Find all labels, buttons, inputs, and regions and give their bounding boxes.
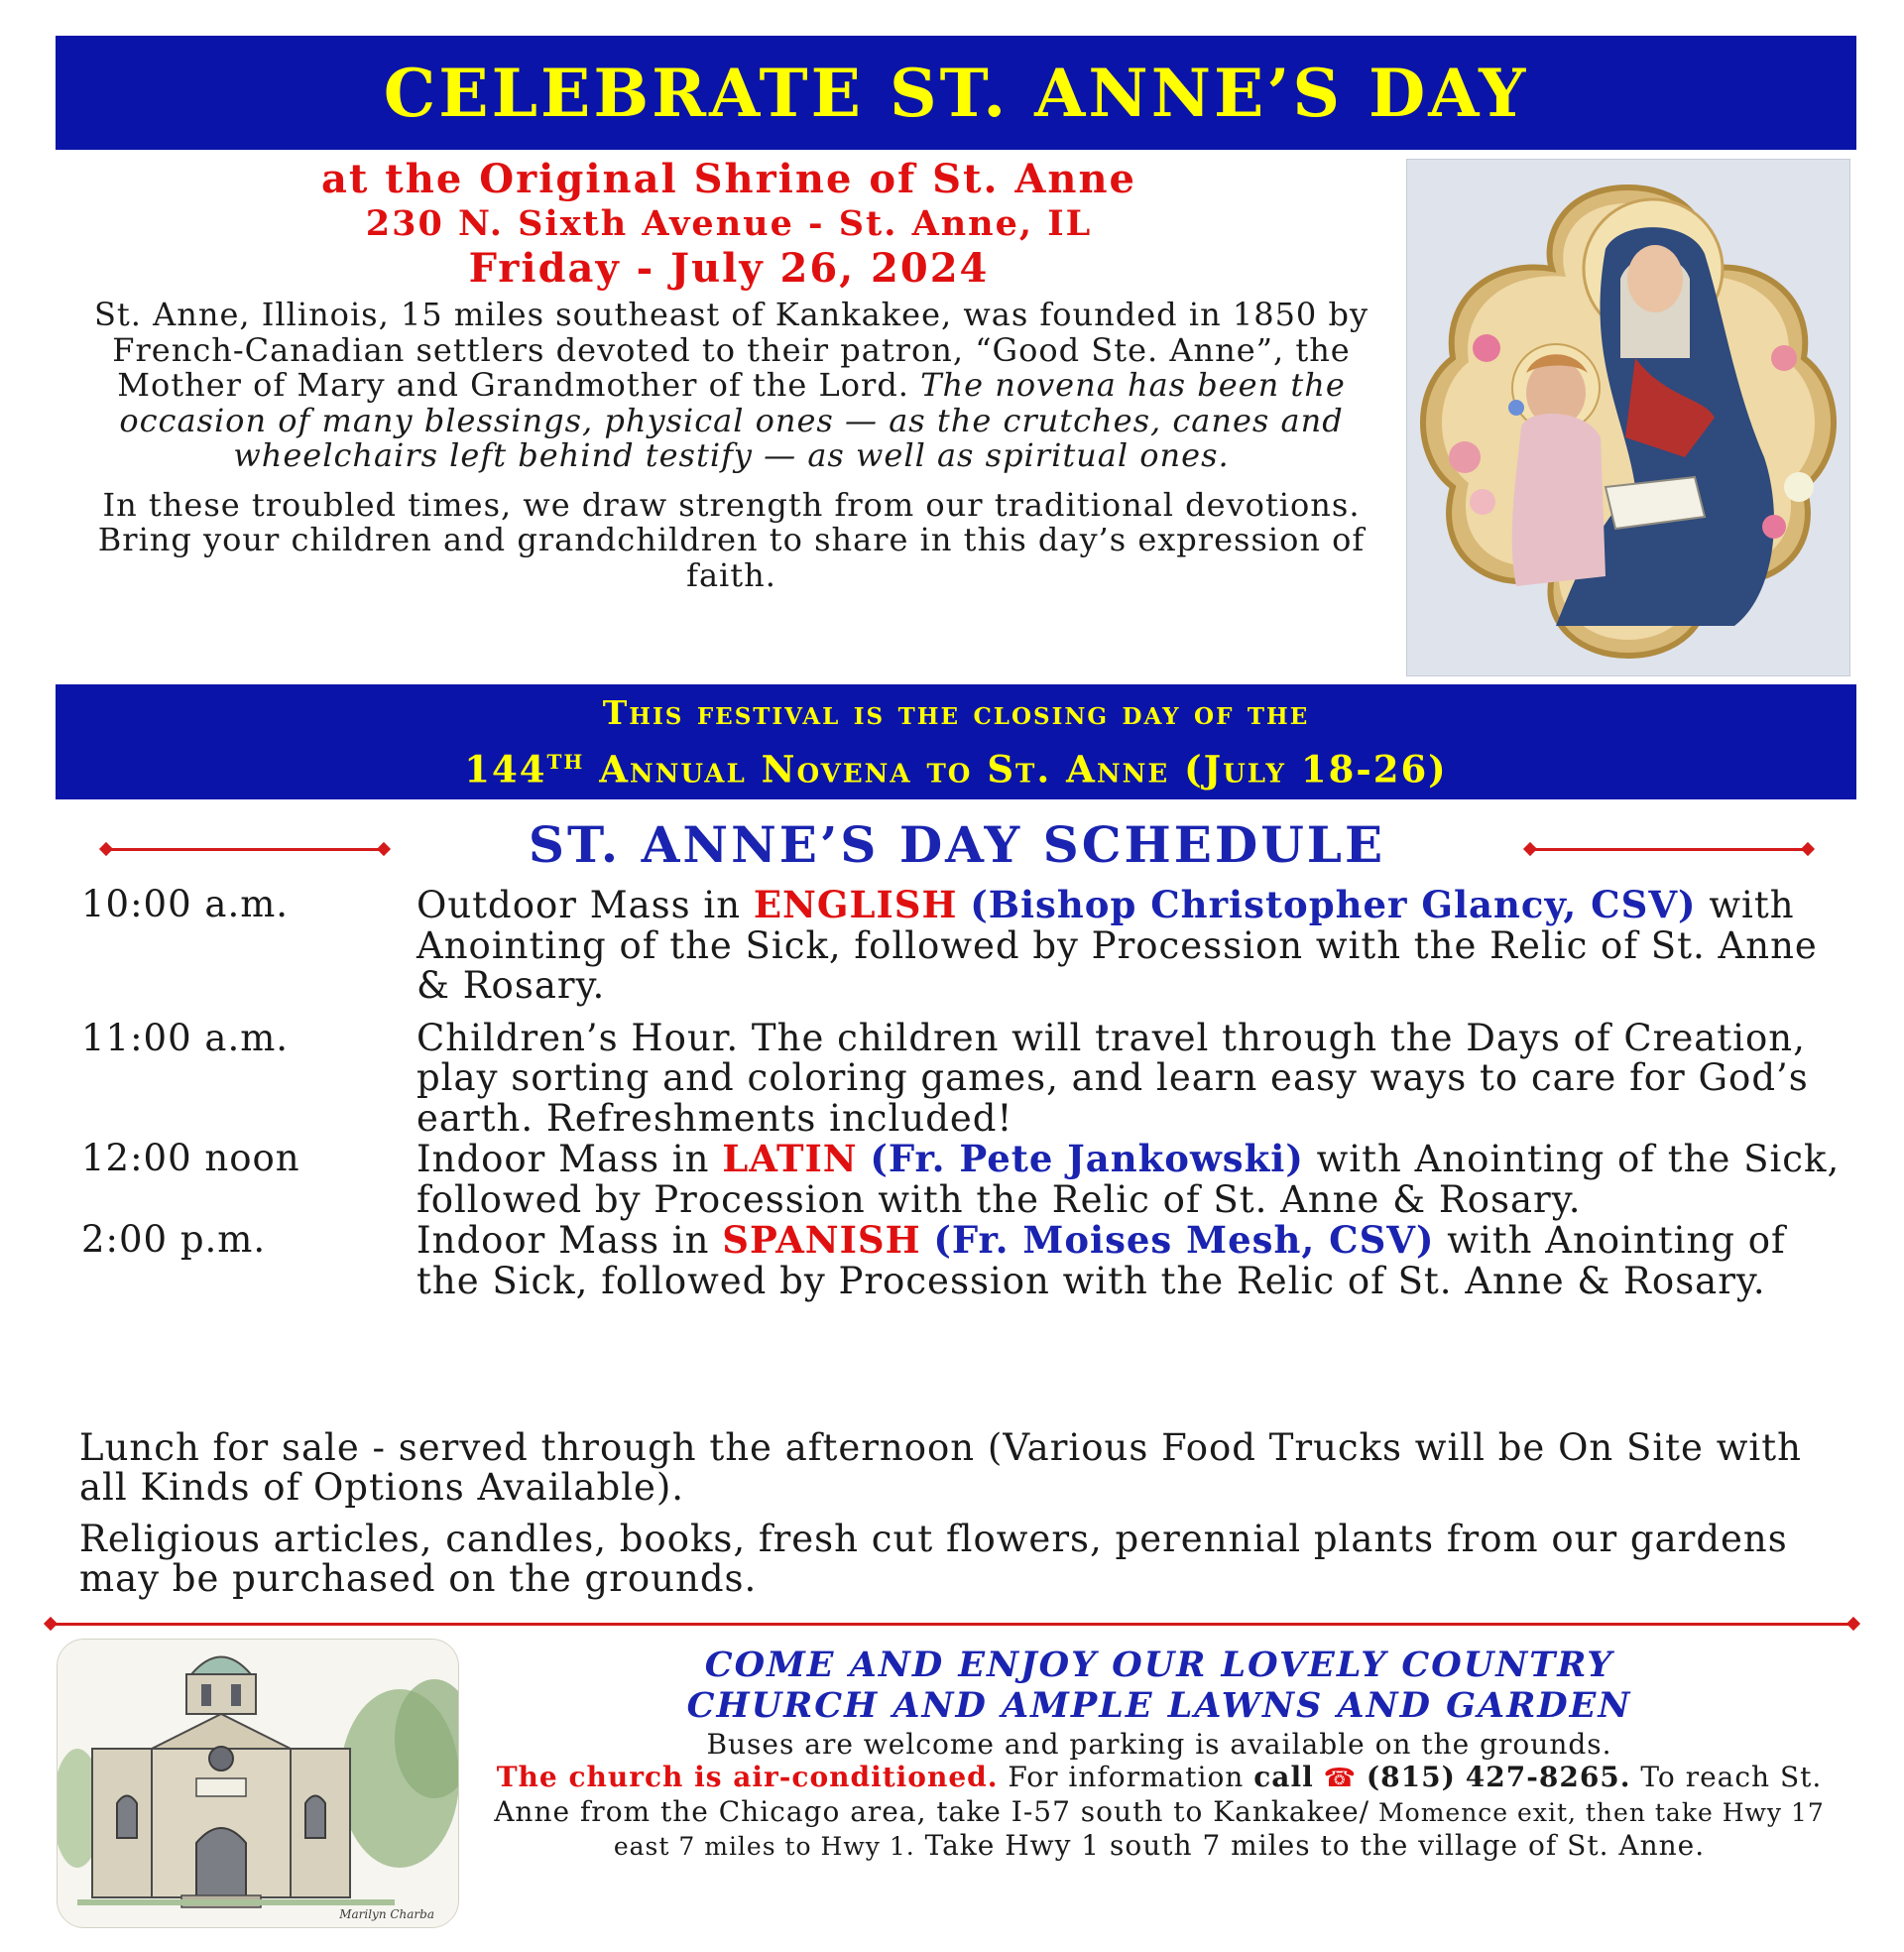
divider-left — [105, 848, 385, 851]
church-illustration — [58, 1640, 458, 1927]
desc-text: with Anointing of the Sick, followed by Procession with the Relic of St. Anne & Rosary. — [416, 1219, 1786, 1302]
directions-text: Take Hwy 1 south 7 miles to the village of St. Anne. — [914, 1829, 1706, 1862]
intro-plain: St. Anne, Illinois, 15 miles southeast of Kankakee, was founded in 1850 by French-Canadian settlers devoted to their patron, “Good Ste. Anne”, the Mother of Mary and Grandmother of the Lord. — [93, 296, 1369, 404]
church-watercolor — [57, 1639, 459, 1928]
intro-italic: The novena has been the occasion of many blessings, physical ones — as the crutches, canes and wheelchairs left behind testify — as well as spiritual ones. — [119, 366, 1346, 474]
schedule-time: 2:00 p.m. — [81, 1218, 267, 1261]
festival-line-1: This festival is the closing day of the — [602, 693, 1310, 733]
schedule-time: 11:00 a.m. — [81, 1016, 290, 1059]
page-title: CELEBRATE ST. ANNE’S DAY — [383, 54, 1529, 132]
event-location: at the Original Shrine of St. Anne — [320, 156, 1137, 202]
desc-text: Indoor Mass in — [416, 1138, 723, 1180]
novena-number: 144 — [464, 747, 547, 792]
intro-paragraph-2: In these troubled times, we draw strength from our traditional devotions. Bring your children and grandchildren to share in this day’s expression of faith. — [97, 485, 1366, 594]
footer-heading-2: CHURCH AND AMPLE LAWNS AND GARDEN — [686, 1685, 1632, 1726]
mass-language: LATIN — [722, 1137, 858, 1180]
title-banner — [56, 36, 1856, 150]
call-label: call — [1253, 1761, 1314, 1793]
celebrant: (Fr. Pete Jankowski) — [870, 1137, 1304, 1180]
directions-text: To reach St. Anne from the Chicago area, take I-57 south to Kankakee/ — [494, 1761, 1823, 1828]
aircon-text: The church is air-conditioned. — [496, 1761, 999, 1793]
event-address: 230 N. Sixth Avenue - St. Anne, IL — [365, 203, 1093, 244]
mass-language: ENGLISH — [753, 883, 958, 926]
footer-body — [480, 1728, 1839, 1863]
footer-heading-1: COME AND ENJOY OUR LOVELY COUNTRY — [704, 1645, 1614, 1685]
lunch-text: Lunch for sale - served through the afternoon (Various Food Trucks will be On Site with all Kinds of Options Available). — [79, 1426, 1802, 1509]
event-info — [69, 157, 1388, 292]
phone-area: (815) — [1366, 1761, 1456, 1793]
mass-language: SPANISH — [722, 1218, 921, 1262]
lunch-info — [79, 1428, 1805, 1599]
divider-bottom — [50, 1623, 1854, 1626]
festival-banner — [56, 684, 1856, 799]
celebrant: (Fr. Moises Mesh, CSV) — [933, 1218, 1435, 1262]
schedule-description: Children’s Hour. The children will travel through the Days of Creation, play sorting and coloring games, and learn easy ways to care for God’s earth. Refreshments included! — [416, 1016, 1809, 1140]
info-text: For information — [998, 1761, 1254, 1793]
desc-text: with Anointing of the Sick, followed by Procession with the Relic of St. Anne & Rosary. — [416, 884, 1818, 1007]
articles-text: Religious articles, candles, books, fresh cut flowers, perennial plants from our gardens may be purchased on the grounds. — [79, 1518, 1788, 1600]
artist-signature: Marilyn Charba — [339, 1907, 434, 1921]
divider-right — [1529, 848, 1809, 851]
desc-text: with Anointing of the Sick, followed by Procession with the Relic of St. Anne & Rosary. — [416, 1138, 1841, 1221]
schedule-item — [81, 885, 1856, 1007]
schedule-description — [416, 1139, 1844, 1220]
schedule-list — [81, 885, 1856, 1301]
schedule-description — [416, 1220, 1844, 1301]
event-date: Friday - July 26, 2024 — [468, 245, 990, 292]
footer-info — [480, 1645, 1839, 1863]
desc-text: Indoor Mass in — [416, 1219, 723, 1262]
intro-text — [74, 298, 1388, 593]
schedule-time: 12:00 noon — [81, 1137, 300, 1179]
novena-title: Annual Novena to St. Anne (July 18-26) — [599, 747, 1448, 792]
schedule-title: ST. ANNE’S DAY SCHEDULE — [528, 815, 1386, 874]
buses-text: Buses are welcome and parking is available on the grounds. — [706, 1728, 1612, 1761]
festival-line-2 — [56, 737, 1856, 793]
schedule-time: 10:00 a.m. — [81, 883, 290, 925]
schedule-item — [81, 1220, 1856, 1301]
st-anne-portrait — [1406, 159, 1850, 676]
novena-ordinal: TH — [546, 750, 585, 775]
intro-paragraph-1 — [74, 298, 1388, 474]
celebrant: (Bishop Christopher Glancy, CSV) — [970, 883, 1697, 926]
schedule-item — [81, 1016, 1856, 1140]
schedule-description — [416, 885, 1844, 1007]
phone-number: 427-8265. — [1465, 1761, 1631, 1793]
portrait-illustration — [1407, 160, 1849, 675]
schedule-item — [81, 1139, 1856, 1220]
directions-text: Momence exit, then take Hwy 17 east 7 miles to Hwy 1. — [613, 1798, 1825, 1861]
desc-text: Outdoor Mass in — [416, 884, 754, 926]
telephone-icon: ☎ — [1323, 1764, 1358, 1793]
